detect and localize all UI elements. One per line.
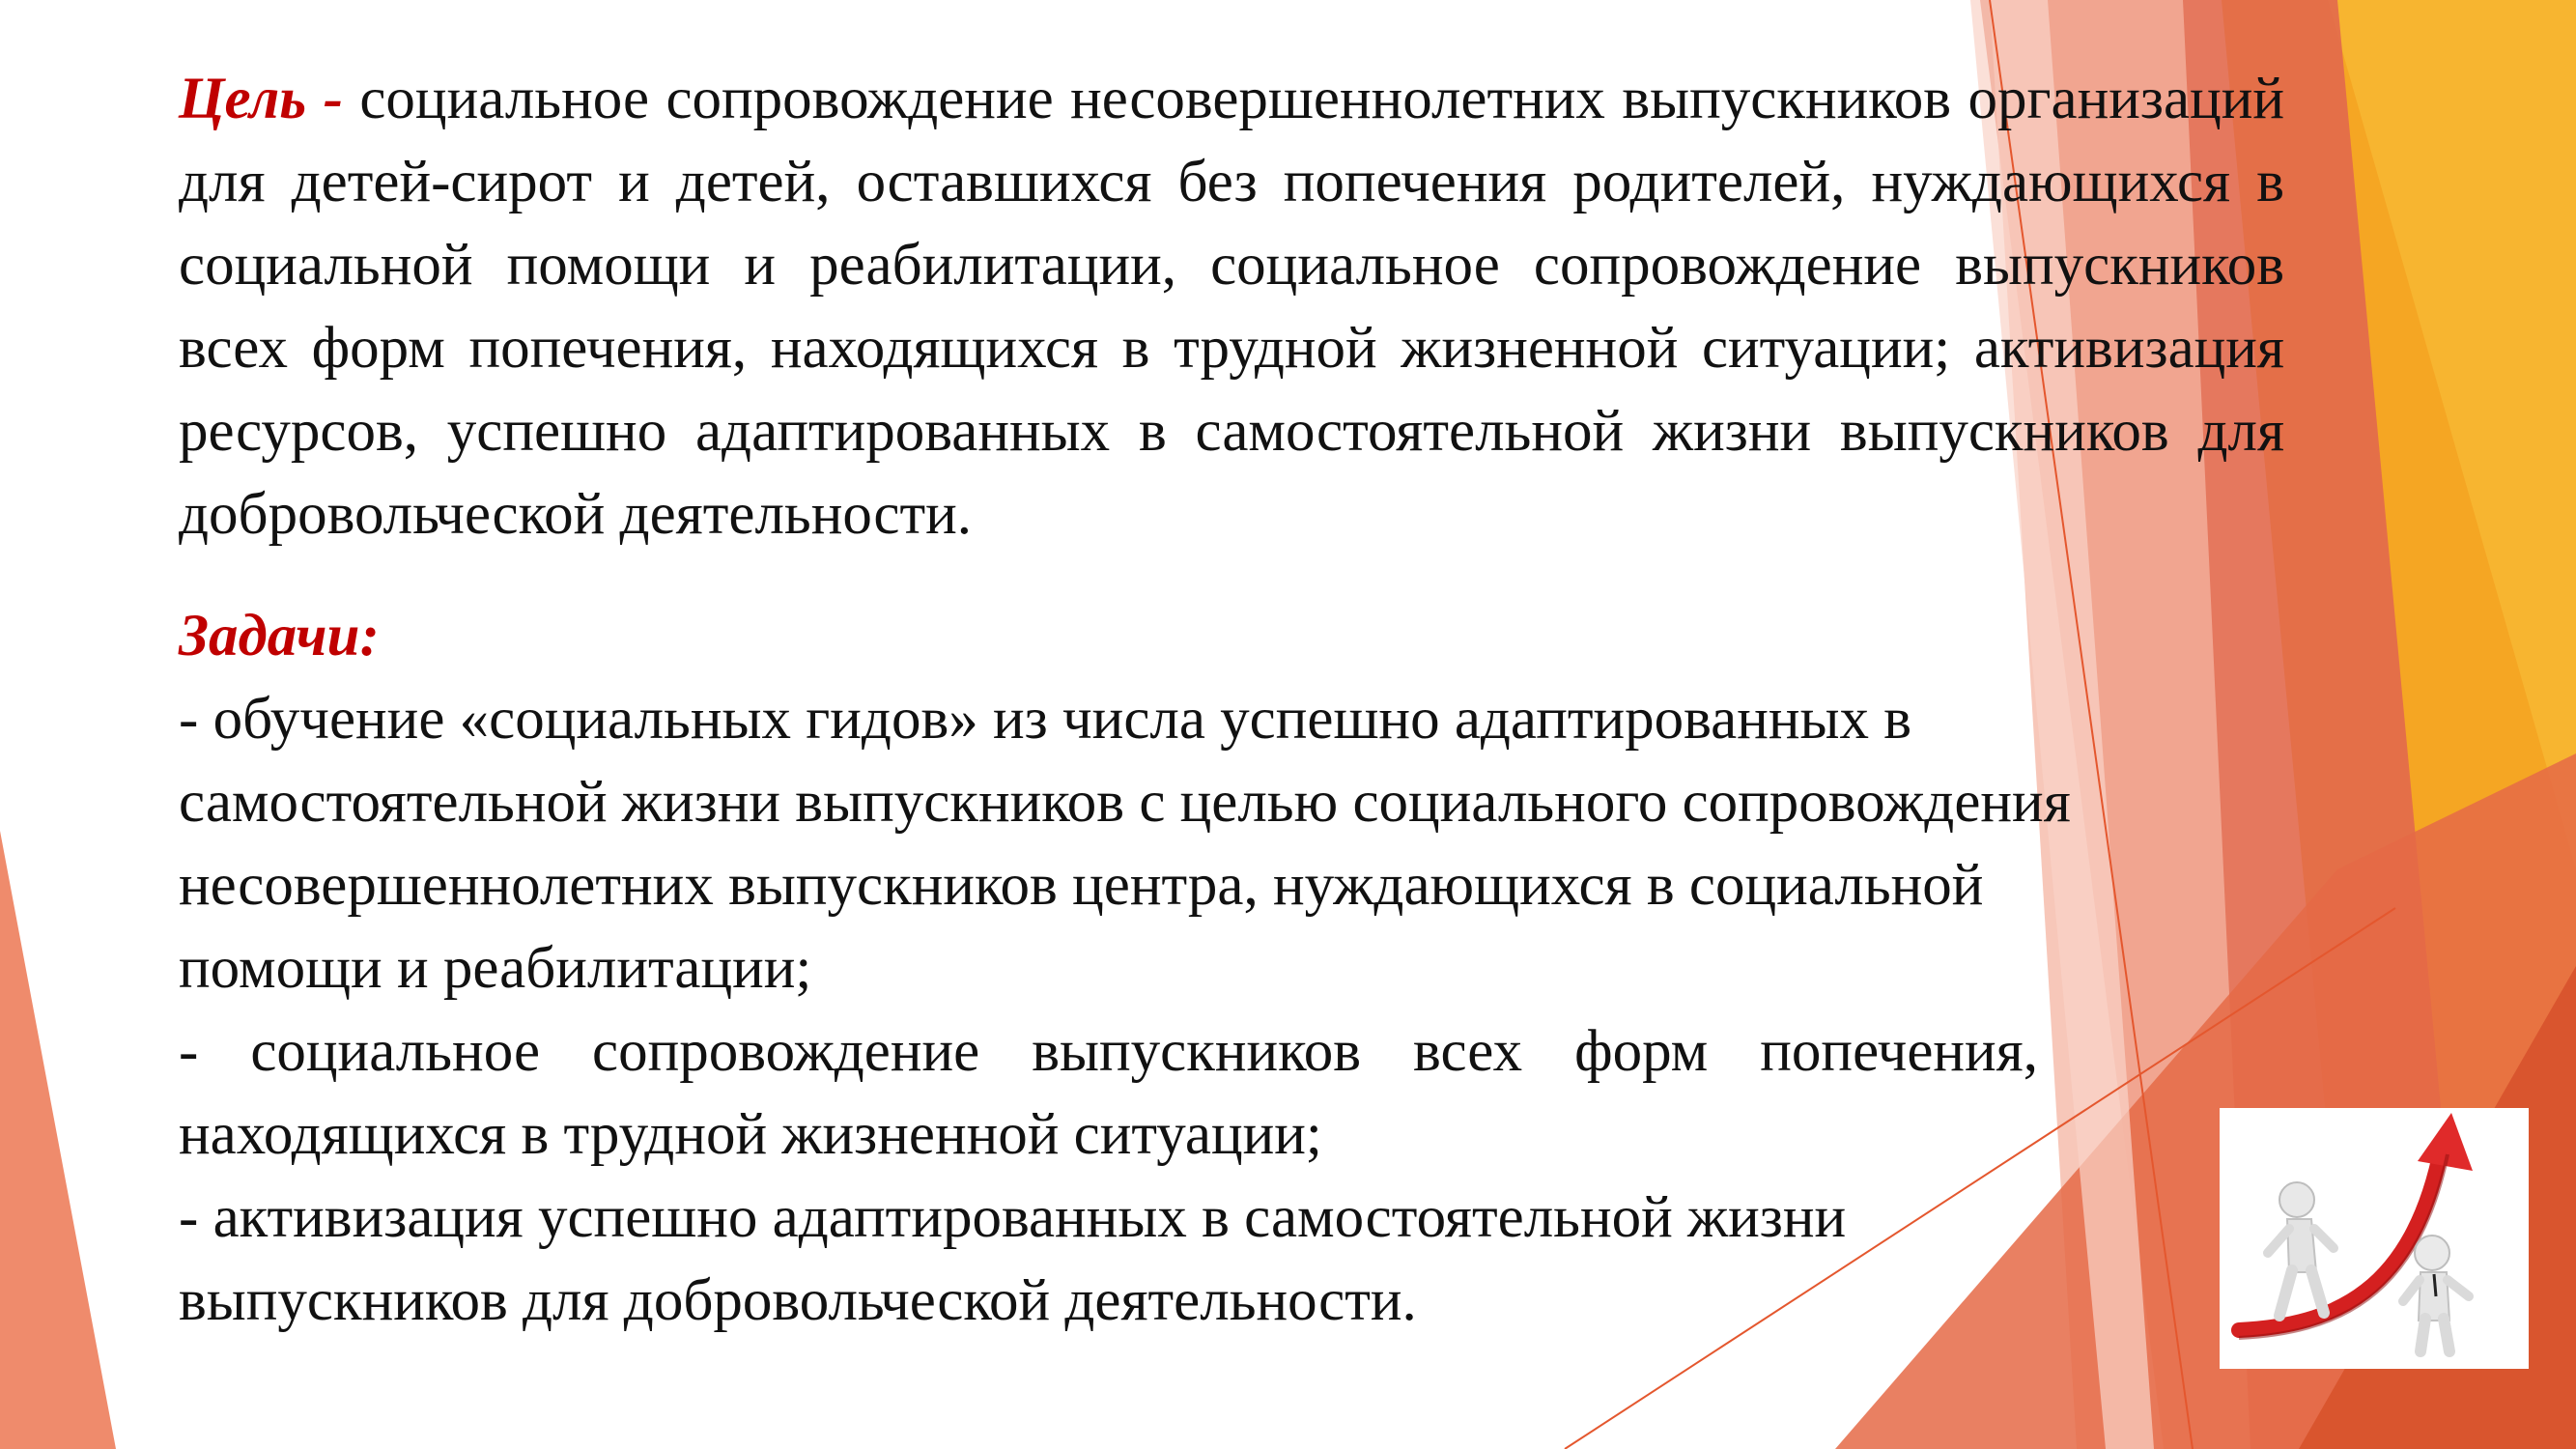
goal-paragraph: [179, 58, 2284, 556]
task-item-3: - активизация успешно адаптированных в самостоятельной жизни выпускников для добровольческой деятельности.: [179, 1185, 1847, 1333]
task-item-1: - обучение «социальных гидов» из числа успешно адаптированных в самостоятельной жизни выпускников с целью социального сопровождения несовершеннолетних выпускников центра, нуждающихся в социальной помощи и реабилитации;: [179, 687, 2071, 1001]
goal-label: Цель -: [179, 67, 343, 131]
tasks-heading: Задачи:: [179, 604, 380, 668]
growth-illustration: [2220, 1108, 2529, 1369]
growth-arrow-figures-icon: [2220, 1108, 2529, 1369]
slide-content: [179, 58, 2284, 1343]
left-edge-triangle: [0, 831, 116, 1449]
goal-text: социальное сопровождение несовершеннолетних выпускников организаций для детей-сирот и детей, оставшихся без попечения родителей, нуждающихся в социальной помощи и реабилитации, социальное сопровождение выпускников всех форм попечения, находящихся в трудной жизненной ситуации; активизация ресурсов, успешно адаптированных в самостоятельной жизни выпускников для добровольческой деятельности.: [179, 67, 2284, 547]
task-item-2: - социальное сопровождение выпускников всех форм попечения, находящихся в трудной жизненной ситуации;: [179, 1019, 2038, 1167]
